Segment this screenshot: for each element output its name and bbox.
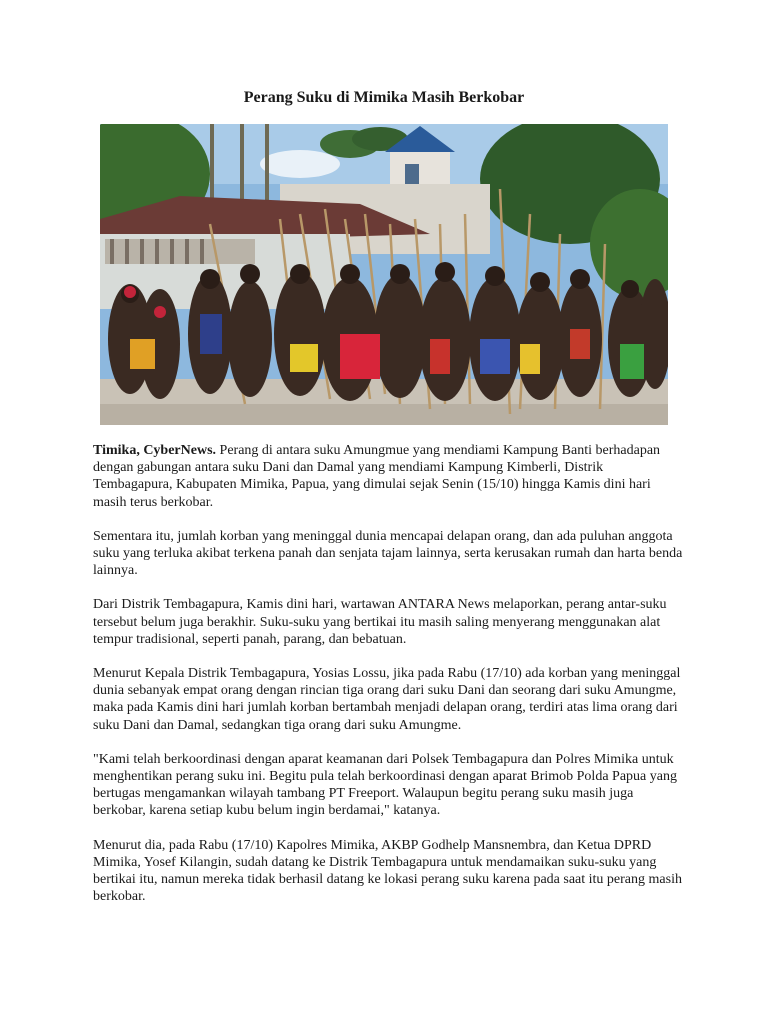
dateline: Timika, CyberNews. — [93, 443, 217, 458]
paragraph-5: "Kami telah berkoordinasi dengan aparat keamanan dari Polsek Tembagapura dan Polres Mimika untuk menghentikan perang suku ini. Begitu pula telah berkoordinasi dengan aparat Brimob Polda Papua yang bertugas mengamankan wilayah tambang PT Freeport. Walaupun begitu perang suku masih juga berkobar, karena setiap kubu belum ingin berdamai," katanya. — [93, 751, 677, 819]
paragraph-1-text: Perang di antara suku Amungmue yang mendiami Kampung Banti berhadapan dengan gabungan antara suku Dani dan Damal yang mendiami Kampung Kimberli, Distrik Tembagapura, Kabupaten Mimika, Papua, yang dimulai sejak Senin (15/10) hingga Kamis dini hari masih terus berkobar. — [93, 443, 661, 510]
paragraph-3: Dari Distrik Tembagapura, Kamis dini hari, wartawan ANTARA News melaporkan, perang antar-suku tersebut belum juga berakhir. Suku-suku yang bertikai itu masih saling menyerang menggunakan alat tempur tradisional, seperti panah, parang, dan bebatuan. — [93, 597, 667, 647]
paragraph-6: Menurut dia, pada Rabu (17/10) Kapolres Mimika, AKBP Godhelp Mansnembra, dan Ketua DPRD Mimika, Yosef Kilangin, sudah datang ke Distrik Tembagapura untuk mendamaikan suku-suku yang bertikai itu, namun mereka tidak berhasil datang ke lokasi perang suku karena pada saat itu perang masih berkobar. — [93, 837, 682, 905]
paragraph-2: Sementara itu, jumlah korban yang meninggal dunia mencapai delapan orang, dan ada puluhan anggota suku yang terluka akibat terkena panah dan senjata tajam lainnya, serta kerusakan rumah dan harta benda lainnya. — [93, 528, 683, 579]
paragraph-4: Menurut Kepala Distrik Tembagapura, Yosias Lossu, jika pada Rabu (17/10) ada korban yang meninggal dunia sebanyak empat orang dengan rincian tiga orang dari suku Dani dan seorang dari suku Amungme, maka pada Kamis dini hari jumlah korban bertambah menjadi delapan orang, terdiri atas lima orang dari suku Dani dan Damal, sedangkan tiga orang dari suku Amungme. — [93, 666, 681, 733]
article-photo — [100, 124, 668, 425]
paragraph-1 — [93, 442, 683, 511]
article-body — [93, 442, 683, 922]
article-title: Perang Suku di Mimika Masih Berkobar — [243, 89, 525, 106]
